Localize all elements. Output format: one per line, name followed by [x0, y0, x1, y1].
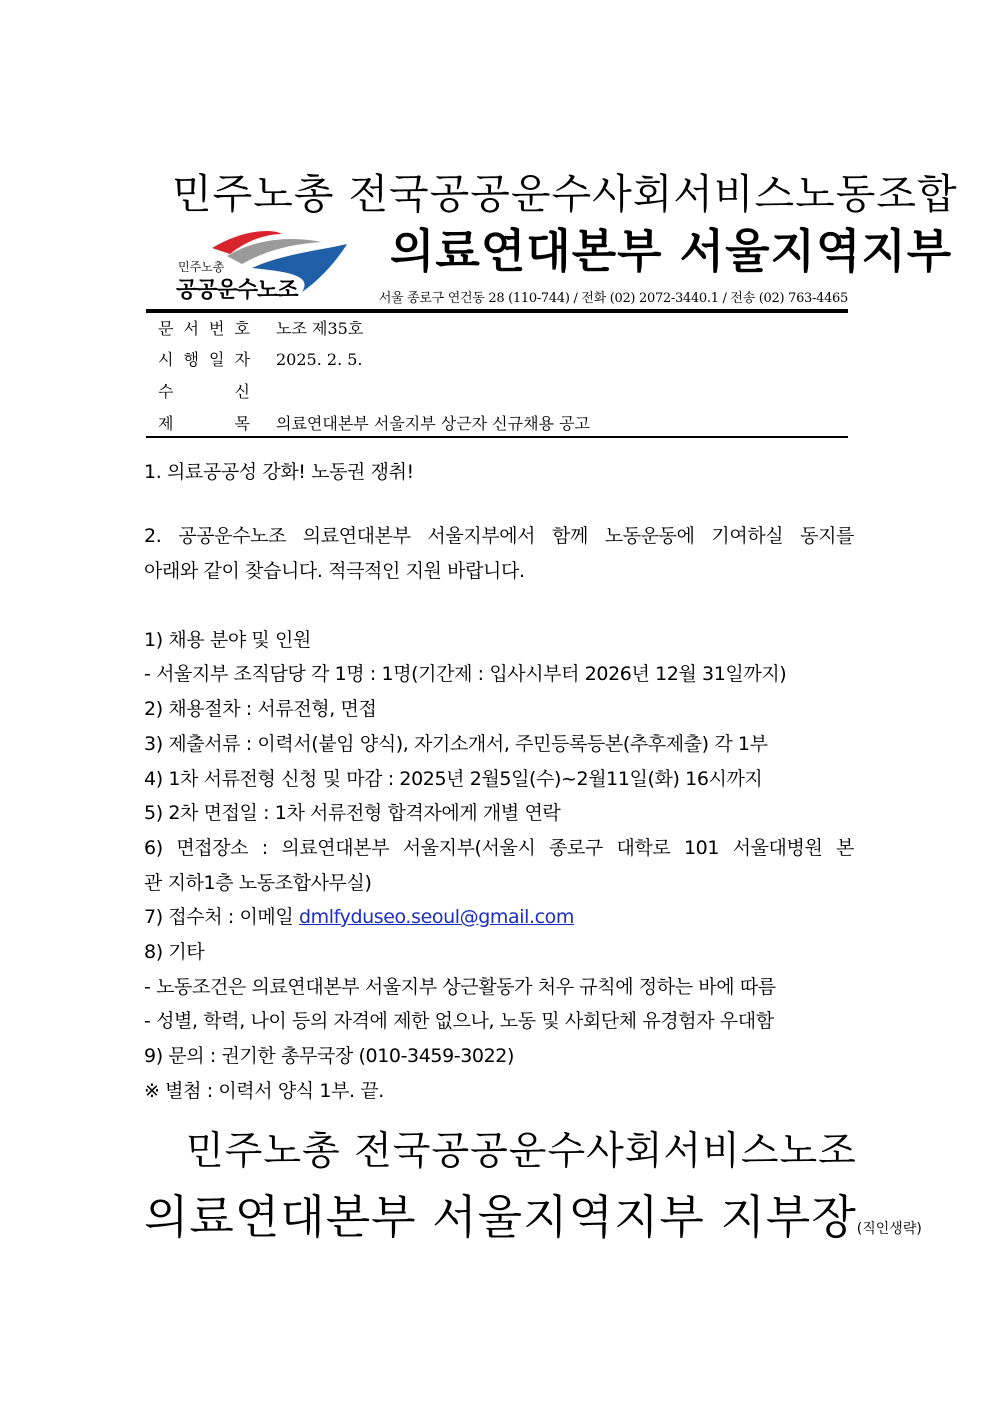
- list-item: 1) 채용 분야 및 인원: [144, 629, 311, 651]
- footer-signatory: [144, 1184, 922, 1262]
- meta-row-date: [146, 345, 848, 375]
- list-item: 4) 1차 서류전형 신청 및 마감 : 2025년 2월5일(수)~2월11일(화) 16시까지: [144, 768, 763, 790]
- meta-label: 제 목: [158, 414, 250, 433]
- list-item: ※ 별첨 : 이력서 양식 1부. 끝.: [144, 1080, 384, 1102]
- meta-value: 의료연대본부 서울지부 상근자 신규채용 공고: [276, 414, 591, 433]
- signatory-title: 의료연대본부 서울지역지부 지부장: [144, 1190, 857, 1244]
- list-item: 5) 2차 면접일 : 1차 서류전형 합격자에게 개별 연락: [144, 802, 561, 824]
- meta-divider: [146, 436, 848, 438]
- org-title: 민주노총 전국공공운수사회서비스노동조합: [172, 170, 958, 218]
- list-item: - 노동조건은 의료연대본부 서울지부 상근활동가 처우 규칙에 정하는 바에 따름: [144, 976, 776, 998]
- seal-omitted-note: (직인생략): [856, 1221, 922, 1237]
- meta-value: 2025. 2. 5.: [276, 350, 363, 369]
- meta-label: 문 서 번 호: [158, 319, 250, 338]
- list-item: 관 지하1층 노동조합사무실): [144, 872, 372, 894]
- body-line-2a: 2. 공공운수노조 의료연대본부 서울지부에서 함께 노동운동에 기여하실 동지를: [144, 525, 854, 547]
- address-line: 서울 종로구 연건동 28 (110-744) / 전화 (02) 2072-3440.1 / 전송 (02) 763-4465: [378, 291, 848, 306]
- list-item: 8) 기타: [144, 941, 205, 963]
- meta-row-doc-number: [146, 314, 848, 344]
- contact-email-link[interactable]: dmlfyduseo.seoul@gmail.com: [299, 906, 574, 928]
- logo-small-text: 민주노총: [178, 260, 225, 274]
- meta-label: 수 신: [158, 382, 250, 401]
- footer-org: 민주노총 전국공공운수사회서비스노조: [186, 1129, 857, 1174]
- body-line-1: 1. 의료공공성 강화! 노동권 쟁취!: [144, 461, 414, 483]
- contact-line: [144, 900, 854, 934]
- meta-row-recipient: [146, 377, 848, 407]
- list-item: - 성별, 학력, 나이 등의 자격에 제한 없으나, 노동 및 사회단체 유경험자 우대함: [144, 1010, 774, 1032]
- contact-label: 7) 접수처 : 이메일: [144, 906, 299, 928]
- list-item: 3) 제출서류 : 이력서(붙임 양식), 자기소개서, 주민등록등본(추후제출) 각 1부: [144, 733, 768, 755]
- header-divider: [146, 309, 848, 313]
- meta-label: 시 행 일 자: [158, 350, 250, 369]
- logo-big-text: 공공운수노조: [176, 278, 298, 303]
- list-item: 2) 채용절차 : 서류전형, 면접: [144, 698, 377, 720]
- meta-value: 노조 제35호: [276, 319, 364, 338]
- meta-row-subject: [146, 409, 848, 439]
- body-line-2b: 아래와 같이 찾습니다. 적극적인 지원 바랍니다.: [144, 560, 525, 582]
- branch-title: 의료연대본부 서울지역지부: [390, 224, 953, 278]
- list-item: 6) 면접장소 : 의료연대본부 서울지부(서울시 종로구 대학로 101 서울대병원 본: [144, 837, 854, 859]
- list-item: 9) 문의 : 권기한 총무국장 (010-3459-3022): [144, 1045, 514, 1067]
- list-item: - 서울지부 조직담당 각 1명 : 1명(기간제 : 입사시부터 2026년 12월 31일까지): [144, 663, 787, 685]
